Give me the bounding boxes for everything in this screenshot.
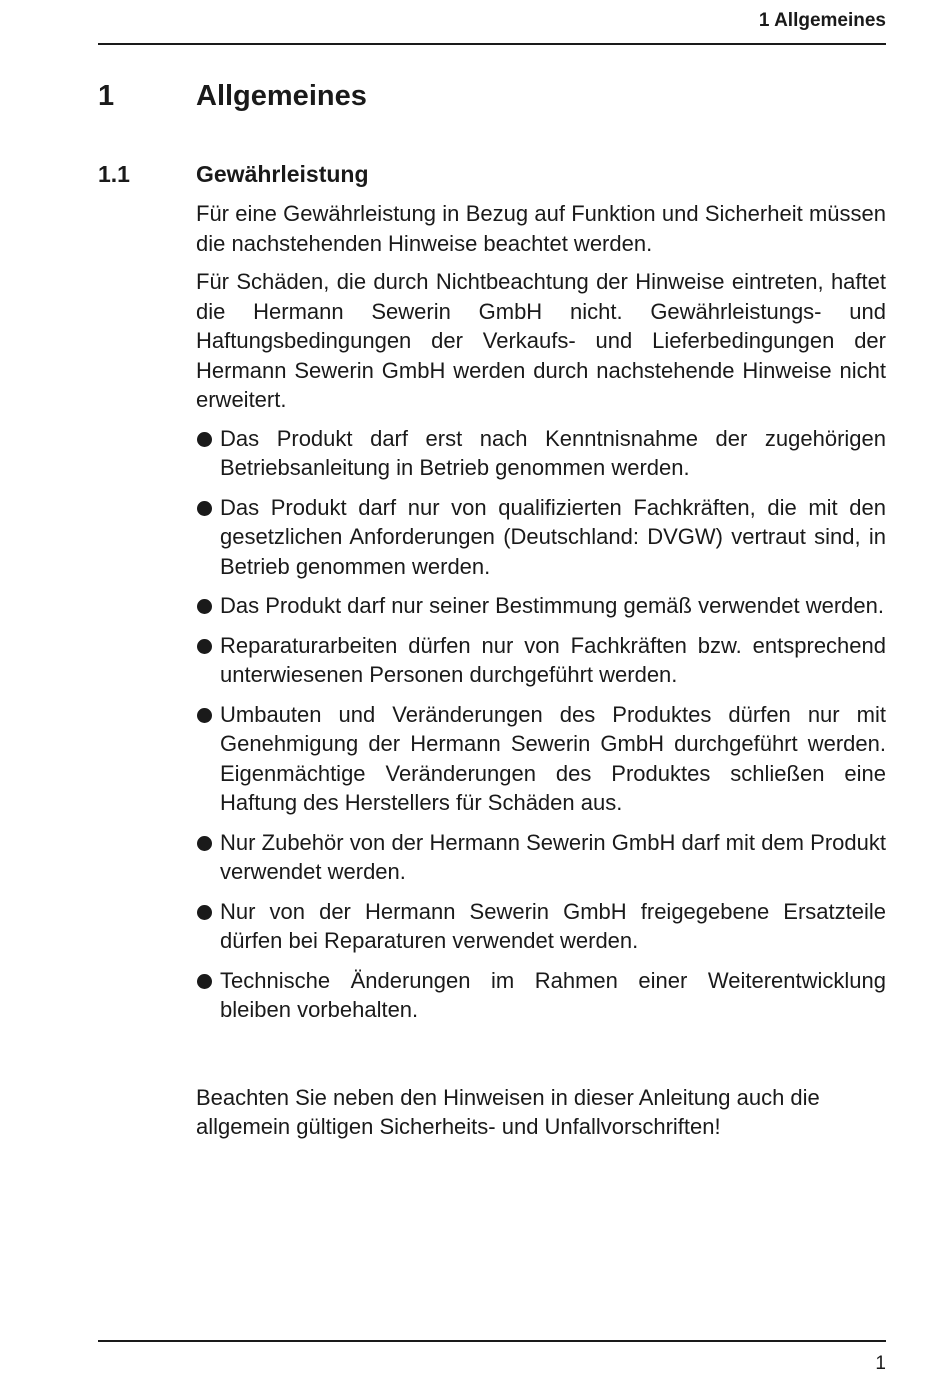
bullet-text: Technische Änderungen im Rahmen einer Weiterentwicklung bleiben vorbehalten. (220, 967, 886, 1022)
header-rule (98, 43, 886, 45)
chapter-number: 1 (98, 80, 115, 112)
bullet-item (196, 493, 886, 582)
bullet-item (196, 700, 886, 818)
section-number: 1.1 (98, 161, 130, 187)
bullet-item (196, 828, 886, 887)
closing-note: Beachten Sie neben den Hinweisen in dieser Anleitung auch die allgemein gültigen Sicherheits- und Unfallvorschriften! (196, 1084, 820, 1139)
bullet-list (196, 424, 886, 1025)
bullet-item (196, 591, 886, 621)
bullet-item (196, 424, 886, 483)
bullet-icon (197, 974, 212, 989)
section-body (196, 199, 886, 1142)
bullet-icon (197, 432, 212, 447)
footer-rule (98, 1340, 886, 1342)
paragraph: Für Schäden, die durch Nichtbeachtung der Hinweise eintreten, haftet die Hermann Sewerin GmbH nicht. Gewährleistungs- und Haftungsbedingungen der Verkaufs- und Lieferbedingungen der Hermann Sewerin GmbH werden durch nachstehende Hinweise nicht erweitert. (196, 269, 886, 412)
bullet-icon (197, 905, 212, 920)
running-header: 1 Allgemeines (758, 10, 886, 31)
page-number: 1 (875, 1353, 886, 1374)
bullet-text: Nur Zubehör von der Hermann Sewerin GmbH darf mit dem Produkt verwendet werden. (220, 829, 886, 884)
bullet-text: Reparaturarbeiten dürfen nur von Fachkräften bzw. entsprechend unterwiesenen Personen durchgeführt werden. (220, 632, 886, 687)
bullet-icon (197, 501, 212, 516)
bullet-text: Das Produkt darf nur von qualifizierten Fachkräften, die mit den gesetzlichen Anforderungen (Deutschland: DVGW) vertraut sind, in Betrieb genommen werden. (220, 494, 886, 579)
bullet-icon (197, 639, 212, 654)
paragraph: Für eine Gewährleistung in Bezug auf Funktion und Sicherheit müssen die nachstehenden Hinweise beachtet werden. (196, 201, 886, 256)
bullet-text: Nur von der Hermann Sewerin GmbH freigegebene Ersatzteile dürfen bei Reparaturen verwendet werden. (220, 898, 886, 953)
bullet-text: Das Produkt darf nur seiner Bestimmung gemäß verwendet werden. (220, 593, 884, 618)
bullet-item (196, 631, 886, 690)
chapter-title: Allgemeines (196, 80, 367, 112)
bullet-icon (197, 708, 212, 723)
bullet-text: Das Produkt darf erst nach Kenntnisnahme der zugehörigen Betriebsanleitung in Betrieb genommen werden. (220, 425, 886, 480)
bullet-text: Umbauten und Veränderungen des Produktes dürfen nur mit Genehmigung der Hermann Sewerin GmbH durchgeführt werden. Eigenmächtige Veränderungen des Produktes schließen eine Haftung des Herstellers für Schäden aus. (220, 701, 886, 815)
bullet-item (196, 966, 886, 1025)
section-title: Gewährleistung (196, 161, 369, 187)
bullet-icon (197, 599, 212, 614)
bullet-icon (197, 836, 212, 851)
bullet-item (196, 897, 886, 956)
